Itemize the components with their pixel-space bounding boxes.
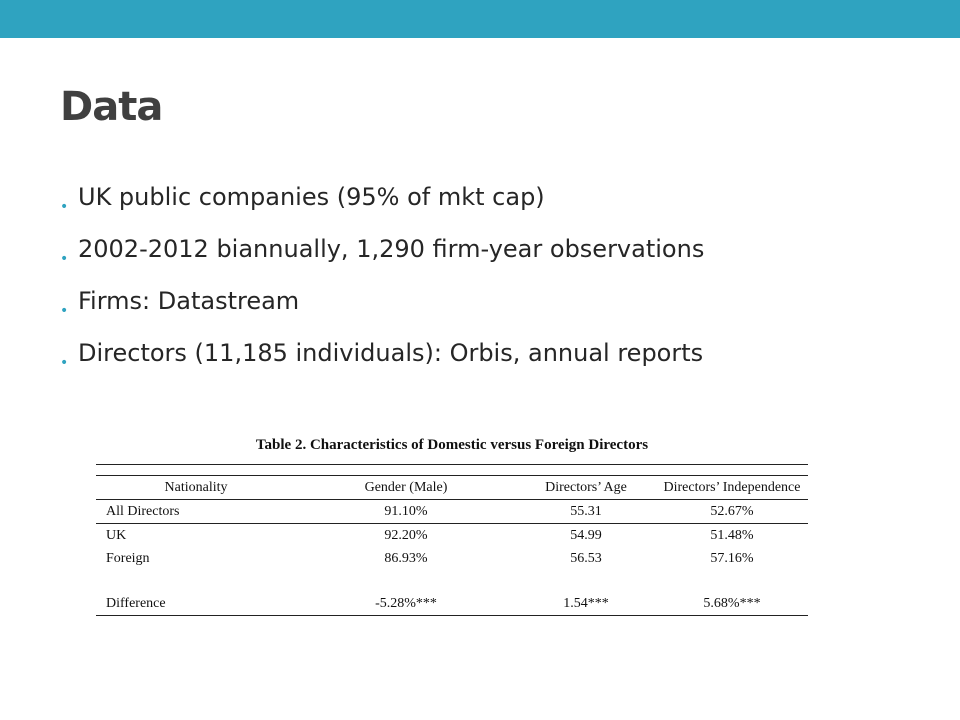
- bullet-list: [60, 178, 704, 386]
- table-gap-row: [96, 570, 808, 592]
- bullet-dot-icon: •: [60, 355, 69, 371]
- bullet-item: [60, 230, 704, 282]
- cell-age: 1.54***: [516, 592, 656, 616]
- slide-title: Data: [60, 84, 163, 130]
- row-label: UK: [106, 528, 127, 543]
- table-image: [96, 430, 808, 622]
- cell-age: 55.31: [516, 500, 656, 524]
- bullet-item: [60, 178, 704, 230]
- bullet-item: [60, 282, 704, 334]
- cell-age: 54.99: [570, 528, 602, 543]
- cell-independence: 57.16%: [710, 551, 754, 566]
- cell-independence: 5.68%***: [656, 592, 808, 616]
- table-row: [96, 524, 808, 548]
- header-age: Directors’ Age: [516, 476, 656, 500]
- table-row: [96, 547, 808, 570]
- cell-gender: -5.28%***: [296, 592, 516, 616]
- table-row: [96, 500, 808, 524]
- row-label: All Directors: [96, 500, 296, 524]
- cell-gender: 91.10%: [296, 500, 516, 524]
- cell-gender: 86.93%: [384, 551, 428, 566]
- bullet-dot-icon: •: [60, 251, 69, 267]
- table-difference-row: [96, 592, 808, 616]
- table-top-rule: [96, 465, 808, 476]
- bullet-dot-icon: •: [60, 199, 69, 215]
- table-header-row: [96, 476, 808, 500]
- bullet-text: 2002-2012 biannually, 1,290 firm-year observations: [78, 235, 705, 263]
- cell-independence: 51.48%: [710, 528, 754, 543]
- top-accent-bar: [0, 0, 960, 38]
- directors-table: [96, 464, 808, 616]
- bullet-text: Directors (11,185 individuals): Orbis, annual reports: [78, 339, 704, 367]
- bullet-text: UK public companies (95% of mkt cap): [78, 183, 545, 211]
- cell-independence: 52.67%: [656, 500, 808, 524]
- cell-age: 56.53: [570, 551, 602, 566]
- row-label: Difference: [96, 592, 296, 616]
- bullet-item: [60, 334, 704, 386]
- row-label: Foreign: [106, 551, 150, 566]
- bullet-dot-icon: •: [60, 303, 69, 319]
- bullet-text: Firms: Datastream: [78, 287, 300, 315]
- cell-gender: 92.20%: [384, 528, 428, 543]
- header-gender: Gender (Male): [296, 476, 516, 500]
- header-nationality: Nationality: [96, 476, 296, 500]
- header-independence: Directors’ Independence: [656, 476, 808, 500]
- table-caption: Table 2. Characteristics of Domestic versus Foreign Directors: [255, 437, 649, 453]
